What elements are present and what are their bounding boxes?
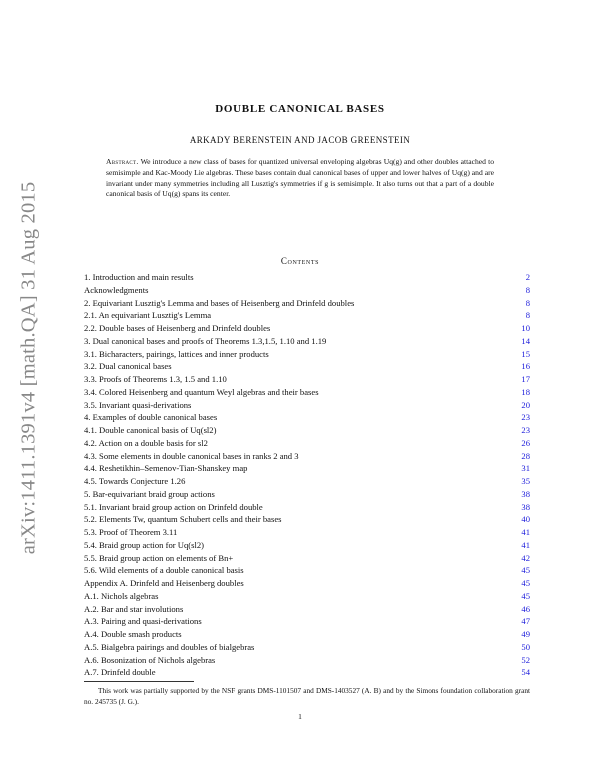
- abstract-label: Abstract.: [106, 157, 139, 166]
- toc-entry[interactable]: [84, 399, 530, 412]
- toc-page-link[interactable]: 14: [521, 335, 530, 346]
- toc-entry[interactable]: [84, 615, 530, 628]
- contents-heading: Contents: [280, 256, 320, 266]
- paper-authors: ARKADY BERENSTEIN AND JACOB GREENSTEIN: [189, 135, 411, 145]
- toc-entry-title[interactable]: A.1. Nichols algebras: [84, 590, 159, 601]
- toc-entry-title[interactable]: A.5. Bialgebra pairings and doubles of bialgebras: [84, 641, 255, 652]
- toc-entry[interactable]: [84, 411, 530, 424]
- toc-entry[interactable]: [84, 577, 530, 590]
- toc-entry-title[interactable]: 5.4. Braid group action for Uq(sl2): [84, 539, 205, 550]
- toc-entry[interactable]: [84, 373, 530, 386]
- toc-entry-title[interactable]: 5.3. Proof of Theorem 3.11: [84, 527, 178, 537]
- toc-page-link[interactable]: 38: [521, 501, 530, 512]
- footnote: [84, 686, 530, 707]
- toc-entry[interactable]: [84, 309, 530, 322]
- toc-page-link[interactable]: 20: [521, 399, 530, 410]
- toc-entry[interactable]: [84, 271, 530, 284]
- toc-entry[interactable]: [84, 628, 530, 641]
- toc-entry-title[interactable]: 2.1. An equivariant Lusztig's Lemma: [84, 310, 212, 321]
- toc-entry[interactable]: [84, 666, 530, 679]
- toc-entry[interactable]: [84, 590, 530, 603]
- toc-page-link[interactable]: 31: [521, 463, 530, 474]
- toc-entry[interactable]: [84, 603, 530, 616]
- toc-entry-title[interactable]: 3.5. Invariant quasi-derivations: [84, 399, 192, 410]
- toc-entry[interactable]: [84, 284, 530, 297]
- toc-entry[interactable]: [84, 450, 530, 463]
- toc-page-link[interactable]: 47: [521, 616, 530, 627]
- toc-entry-title[interactable]: A.6. Bosonization of Nichols algebras: [84, 654, 216, 665]
- toc-entry-title[interactable]: 4.5. Towards Conjecture 1.26: [84, 476, 186, 486]
- toc-entry-title[interactable]: 3. Dual canonical bases and proofs of Theorems 1.3,1.5, 1.10 and 1.19: [84, 335, 327, 346]
- toc-entry-title[interactable]: 4.4. Reshetikhin–Semenov-Tian-Shanskey map: [84, 463, 248, 474]
- toc-entry[interactable]: [84, 539, 530, 552]
- toc-entry[interactable]: [84, 501, 530, 514]
- abstract: [106, 157, 494, 200]
- toc-entry[interactable]: [84, 475, 530, 488]
- toc-entry-title[interactable]: 4.1. Double canonical basis of Uq(sl2): [84, 425, 217, 435]
- toc-page-link[interactable]: 16: [521, 361, 530, 372]
- toc-entry[interactable]: [84, 437, 530, 450]
- toc-entry[interactable]: [84, 488, 530, 501]
- toc-page-link[interactable]: 10: [521, 323, 530, 333]
- toc-entry-title[interactable]: 4.2. Action on a double basis for sl2: [84, 437, 208, 448]
- toc-entry-title[interactable]: 3.4. Colored Heisenberg and quantum Weyl algebras and their bases: [84, 386, 319, 397]
- toc-page-link[interactable]: 15: [521, 348, 530, 359]
- toc-entry[interactable]: [84, 297, 530, 310]
- toc-entry-title[interactable]: 5.6. Wild elements of a double canonical basis: [84, 565, 244, 576]
- toc-entry-title[interactable]: 3.2. Dual canonical bases: [84, 361, 172, 372]
- toc-entry-title[interactable]: 4. Examples of double canonical bases: [84, 412, 218, 423]
- toc-entry[interactable]: [84, 641, 530, 654]
- toc-page-link[interactable]: 17: [521, 374, 530, 384]
- toc-entry[interactable]: [84, 564, 530, 577]
- toc-entry[interactable]: [84, 654, 530, 667]
- toc-page-link[interactable]: 46: [521, 603, 530, 614]
- toc-page-link[interactable]: 41: [521, 539, 530, 550]
- toc-entry[interactable]: [84, 424, 530, 437]
- toc-entry[interactable]: [84, 462, 530, 475]
- toc-page-link[interactable]: 8: [525, 284, 530, 295]
- toc-entry-title[interactable]: 2.2. Double bases of Heisenberg and Drinfeld doubles: [84, 323, 271, 333]
- toc-page-link[interactable]: 42: [521, 552, 530, 563]
- toc-page-link[interactable]: 23: [521, 425, 530, 435]
- footnote-text: This work was partially supported by the NSF grants DMS-1101507 and DMS-1403527 (A. B) and by the Simons foundation collaboration grant no. 245735 (J. G.).: [84, 686, 530, 706]
- toc-page-link[interactable]: 49: [521, 629, 530, 639]
- toc-entry-title[interactable]: A.2. Bar and star involutions: [84, 603, 184, 614]
- toc-entry-title[interactable]: 2. Equivariant Lusztig's Lemma and bases of Heisenberg and Drinfeld doubles: [84, 297, 355, 308]
- toc-page-link[interactable]: 18: [521, 386, 530, 397]
- toc-entry-title[interactable]: Acknowledgments: [84, 284, 149, 295]
- table-of-contents: [84, 271, 530, 679]
- toc-entry-title[interactable]: 5. Bar-equivariant braid group actions: [84, 488, 215, 499]
- toc-entry-title[interactable]: 3.1. Bicharacters, pairings, lattices and inner products: [84, 348, 269, 359]
- toc-entry-title[interactable]: 3.3. Proofs of Theorems 1.3, 1.5 and 1.10: [84, 374, 227, 384]
- toc-page-link[interactable]: 2: [525, 272, 530, 282]
- toc-page-link[interactable]: 8: [525, 310, 530, 321]
- toc-page-link[interactable]: 45: [521, 578, 530, 588]
- toc-entry-title[interactable]: 1. Introduction and main results: [84, 272, 194, 282]
- paper-title: DOUBLE CANONICAL BASES: [215, 103, 385, 115]
- toc-entry[interactable]: [84, 335, 530, 348]
- toc-entry[interactable]: [84, 386, 530, 399]
- toc-entry[interactable]: [84, 348, 530, 361]
- toc-entry-title[interactable]: Appendix A. Drinfeld and Heisenberg doubles: [84, 578, 244, 588]
- toc-page-link[interactable]: 45: [521, 565, 530, 576]
- toc-entry-title[interactable]: 5.2. Elements Tw, quantum Schubert cells and their bases: [84, 514, 282, 525]
- toc-entry[interactable]: [84, 526, 530, 539]
- toc-entry-title[interactable]: 5.1. Invariant braid group action on Drinfeld double: [84, 501, 263, 512]
- page-number: 1: [298, 712, 302, 721]
- arxiv-stamp: [14, 168, 44, 568]
- toc-page-link[interactable]: 41: [521, 527, 530, 537]
- abstract-text: We introduce a new class of bases for quantized universal enveloping algebras Uq(g) and other doubles attached to semisimple and Kac-Moody Lie algebras. These bases contain dual canonical bases of upper and lower halves of Uq(g) and are invariant under many symmetries including all Lusztig's symmetries if g is semisimple. It also turns out that a part of a double canonical basis of Uq(g) spans its center.: [106, 157, 494, 199]
- toc-entry[interactable]: [84, 513, 530, 526]
- toc-page-link[interactable]: 28: [521, 450, 530, 461]
- toc-page-link[interactable]: 45: [521, 590, 530, 601]
- toc-page-link[interactable]: 40: [521, 514, 530, 525]
- arxiv-stamp-text: arXiv:1411.1391v4 [math.QA] 31 Aug 2015: [17, 181, 40, 555]
- toc-page-link[interactable]: 52: [521, 654, 530, 665]
- toc-page-link[interactable]: 35: [521, 476, 530, 486]
- footnote-rule: [84, 681, 194, 682]
- toc-page-link[interactable]: 50: [521, 641, 530, 652]
- toc-page-link[interactable]: 38: [521, 488, 530, 499]
- toc-page-link[interactable]: 54: [521, 667, 530, 678]
- toc-page-link[interactable]: 23: [521, 412, 530, 423]
- toc-page-link[interactable]: 26: [521, 437, 530, 448]
- toc-entry[interactable]: [84, 322, 530, 335]
- toc-entry-title[interactable]: 4.3. Some elements in double canonical bases in ranks 2 and 3: [84, 450, 299, 461]
- toc-entry-title[interactable]: A.7. Drinfeld double: [84, 667, 156, 678]
- toc-entry[interactable]: [84, 552, 530, 565]
- toc-entry-title[interactable]: A.3. Pairing and quasi-derivations: [84, 616, 202, 627]
- toc-entry-title[interactable]: A.4. Double smash products: [84, 629, 182, 639]
- toc-entry-title[interactable]: 5.5. Braid group action on elements of Bn+: [84, 552, 234, 563]
- toc-page-link[interactable]: 8: [525, 297, 530, 308]
- toc-entry[interactable]: [84, 360, 530, 373]
